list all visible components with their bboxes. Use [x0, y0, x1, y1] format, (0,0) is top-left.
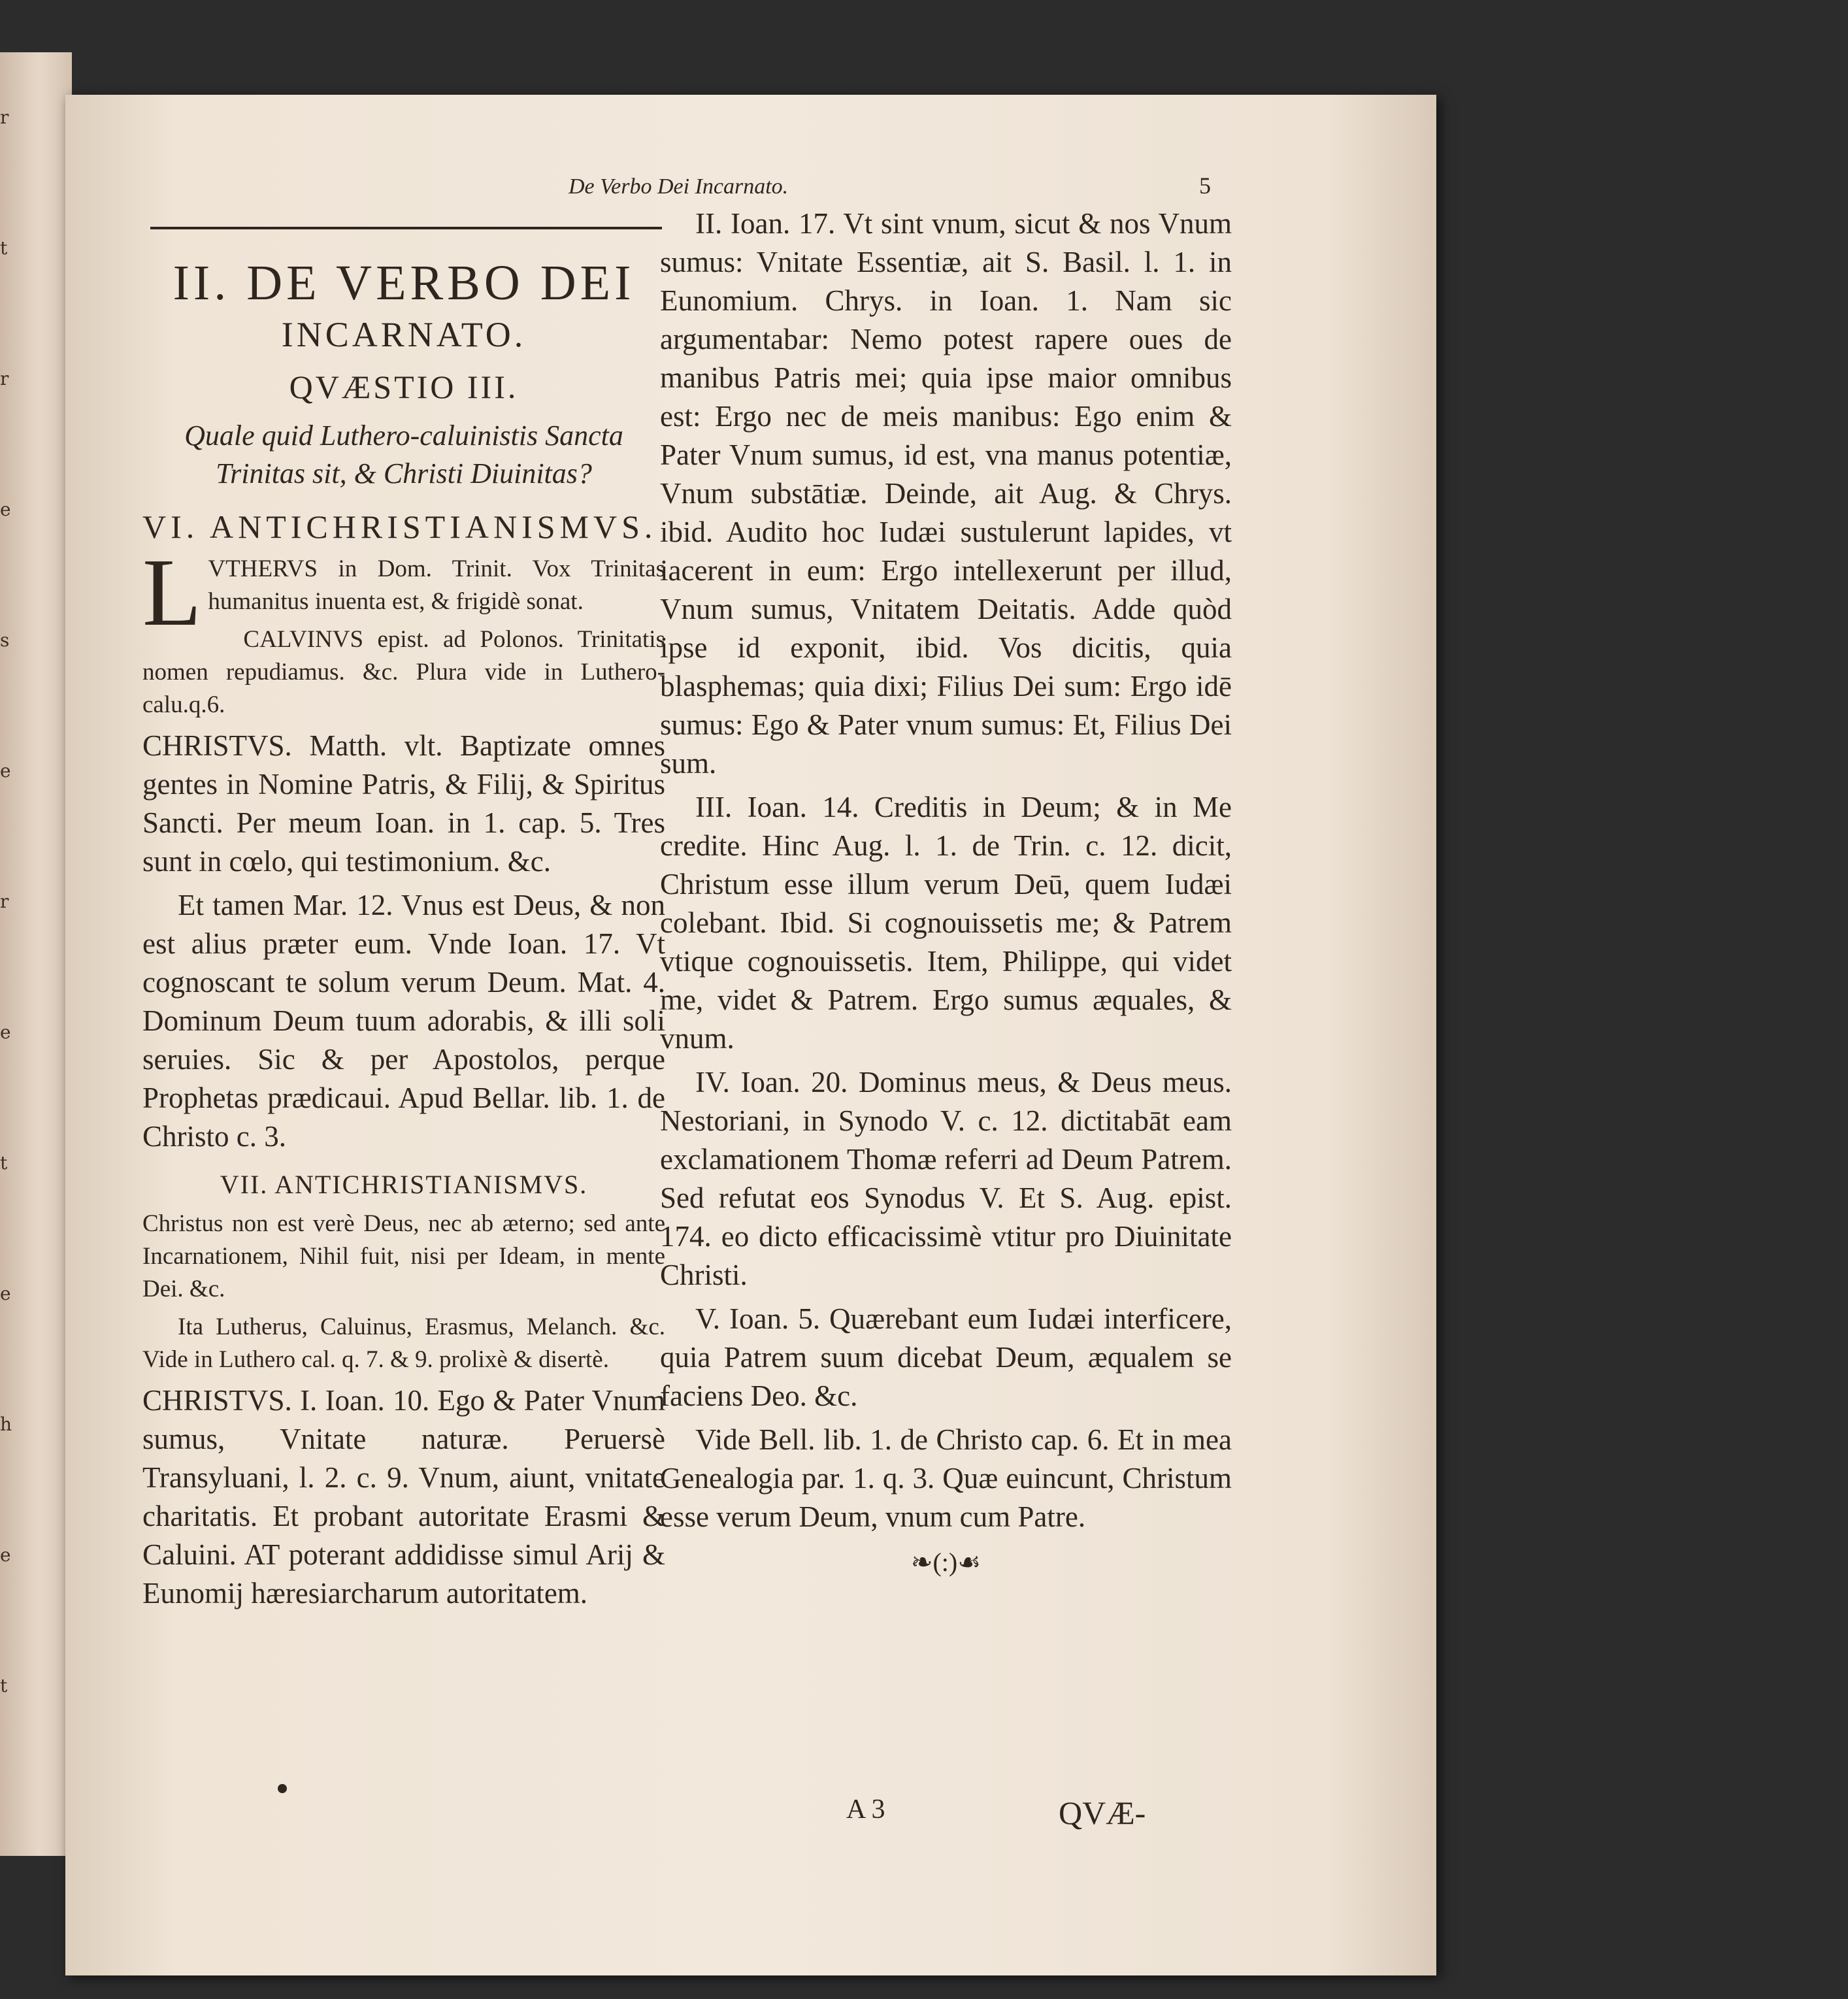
christus-matthew-paragraph: CHRISTVS. Matth. vlt. Baptizate omnes gentes in Nomine Patris, & Filij, & Spiritus Sancti. Per meum Ioan. in 1. cap. 5. Tres sunt in cœlo, qui testimonium. &c. — [142, 729, 665, 878]
question-text: Quale quid Luthero-caluinistis Sancta Trinitas sit, & Christi Diuinitas? — [184, 420, 623, 489]
ioan-14-paragraph: III. Ioan. 14. Creditis in Deum; & in Me credite. Hinc Aug. l. 1. de Trin. c. 12. dicit, Christum esse illum verum Deū, quem Iudæi colebant. Ibid. Si cognouissetis me; & Patrem vtique cognouissetis. Item, Philippe, qui videt me, videt & Patrem. Ergo sumus æquales, & vnum. — [660, 791, 1232, 1055]
ornament-fleuron: ❧(:)☙ — [910, 1547, 982, 1577]
ita-lutherus-paragraph: Ita Lutherus, Caluinus, Erasmus, Melanch. &c. Vide in Luthero cal. q. 7. & 9. prolixè & disertè. — [142, 1313, 665, 1373]
christus-non-est-paragraph: Christus non est verè Deus, nec ab æterno; sed ante Incarnationem, Nihil fuit, nisi per Ideam, in mente Dei. &c. — [142, 1210, 665, 1302]
ioan-20-paragraph: IV. Ioan. 20. Dominus meus, & Deus meus. Nestoriani, in Synodo V. c. 12. dictitabāt eam exclamationem Thomæ referri ad Deum Patrem. Sed refutat eos Synodus V. Et S. Aug. epist. 174. eo dicto efficacissimè vtitur pro Diuinitate Christi. — [660, 1066, 1232, 1291]
left-column — [142, 252, 665, 1618]
antichristianism-heading-6: VI. ANTICHRISTIANISMVS. — [142, 508, 657, 545]
vide-bell-paragraph: Vide Bell. lib. 1. de Christo cap. 6. Et in mea Genealogia par. 1. q. 3. Quæ euincunt, Christum esse verum Deum, vnum cum Patre. — [660, 1423, 1232, 1533]
calvin-paragraph: CALVINVS epist. ad Polonos. Trinitatis nomen repudiamus. &c. Plura vide in Luthero-calu.q.6. — [142, 626, 665, 718]
section-subtitle: INCARNATO. — [281, 315, 527, 354]
luther-paragraph: LVTHERVS in Dom. Trinit. Vox Trinitas humanitus inuenta est, & frigidè sonat. — [142, 539, 665, 646]
antichristianism-heading-7: VII. ANTICHRISTIANISMVS. — [220, 1170, 588, 1199]
page-number: 5 — [1199, 173, 1211, 199]
header-rule — [150, 227, 662, 229]
ioan-17-paragraph: II. Ioan. 17. Vt sint vnum, sicut & nos Vnum sumus: Vnitate Essentiæ, ait S. Basil. l. 1. in Eunomium. Chrys. in Ioan. 1. Nam sic argumentabar: Nemo potest rapere oues de manibus Patris mei; quia ipse maior omnibus est: Ergo nec de meis manibus: Ego enim & Pater Vnum sumus, id est, vna manus potentiæ, Vnum substātiæ. Deinde, ait Aug. & Chrys. ibid. Audito hoc Iudæi sustulerunt lapides, vt iacerent in eum: Ergo intellexerunt per illud, Vnum sumus, Vnitatem Deitatis. Adde quòd ipse id exponit, ibid. Vos dicitis, quia blasphemas; quia dixi; Filius Dei sum: Ergo idē sumus: Ego & Pater vnum sumus: Et, Filius Dei sum. — [660, 207, 1232, 780]
question-label: QVÆSTIO III. — [289, 369, 519, 405]
running-head: De Verbo Dei Incarnato. — [569, 174, 789, 199]
catchword: QVÆ- — [1059, 1794, 1146, 1831]
ioan-5-paragraph: V. Ioan. 5. Quærebant eum Iudæi interficere, quia Patrem suum dicebat Deum, æqualem se faciens Deo. &c. — [660, 1302, 1232, 1412]
book-page — [65, 95, 1436, 1975]
section-title: II. DE VERBO DEI — [173, 256, 635, 310]
right-column — [660, 205, 1232, 1581]
christus-ioan-10-paragraph: CHRISTVS. I. Ioan. 10. Ego & Pater Vnum sumus, Vnitate naturæ. Peruersè Transyluani, l. 2. c. 9. Vnum, aiunt, vnitate charitatis. Et probant autoritate Erasmi & Caluini. AT poterant addidisse simul Arij & Eunomij hæresiarcharum autoritatem. — [142, 1384, 665, 1610]
ink-spot — [278, 1784, 287, 1793]
signature-mark: A 3 — [846, 1794, 885, 1825]
previous-page-edge — [0, 52, 72, 1856]
previous-page-letters: r t r e s e r e t e h e t — [0, 107, 12, 1696]
et-tamen-paragraph: Et tamen Mar. 12. Vnus est Deus, & non est alius præter eum. Vnde Ioan. 17. Vt cognoscant te solum verum Deum. Mat. 4. Dominum Deum tuum adorabis, & illi soli seruies. Sic & per Apostolos, perque Prophetas prædicaui. Apud Bellar. lib. 1. de Christo c. 3. — [142, 889, 665, 1153]
